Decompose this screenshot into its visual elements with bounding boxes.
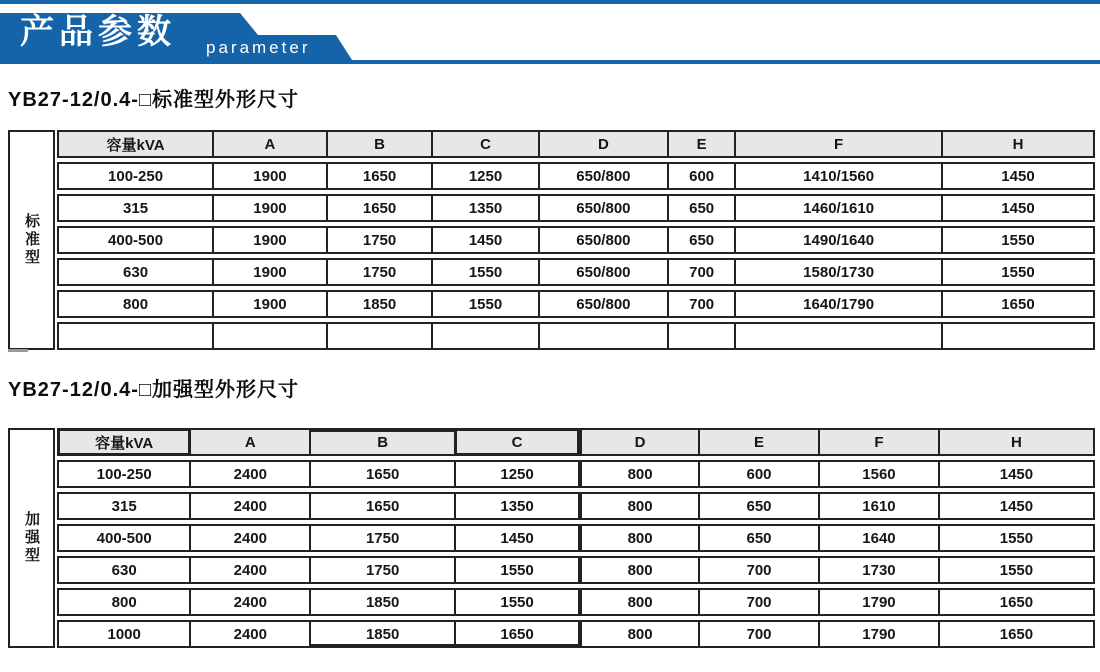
table-cell: 1640 [820, 526, 940, 550]
table-cell [736, 324, 943, 348]
header-row [57, 130, 1095, 158]
table-row [57, 226, 1095, 254]
header-cell: B [328, 132, 433, 156]
table-cell [943, 324, 1093, 348]
table-cell: 2400 [191, 526, 311, 550]
table-cell: 1850 [311, 622, 456, 646]
table-row [57, 556, 1095, 584]
table-cell: 1550 [456, 590, 580, 614]
table-cell: 1650 [328, 164, 433, 188]
header-cell: E [669, 132, 736, 156]
table-cell: 315 [59, 494, 191, 518]
table-row [57, 620, 1095, 648]
header-cell: D [580, 430, 700, 454]
table-cell [59, 324, 214, 348]
table-cell: 2400 [191, 590, 311, 614]
table-cell: 1560 [820, 462, 940, 486]
table-cell: 1900 [214, 292, 328, 316]
table-cell: 1450 [456, 526, 580, 550]
header-cell: C [433, 132, 540, 156]
header-cell: 容量kVA [59, 430, 191, 454]
table-cell [540, 324, 669, 348]
standard-dimensions-table [57, 130, 1095, 354]
table-cell [433, 324, 540, 348]
table-cell: 1460/1610 [736, 196, 943, 220]
table-cell [669, 324, 736, 348]
table-cell: 1450 [1001, 199, 1035, 217]
header-cell: F [736, 132, 943, 156]
table-cell: 700 [700, 558, 820, 582]
table-cell: 1730 [820, 558, 940, 582]
table-cell: 650 [669, 196, 736, 220]
table-cell: 1650 [328, 196, 433, 220]
section-title-reinforced: YB27-12/0.4-□加强型外形尺寸 [8, 379, 300, 401]
table-cell: 2400 [191, 462, 311, 486]
header-cell: A [191, 430, 311, 454]
table-cell: 630 [59, 260, 214, 284]
table-cell: 1750 [311, 558, 456, 582]
banner-title: 产品参数 [20, 13, 176, 51]
table-cell: 1410/1560 [736, 164, 943, 188]
table-cell: 650 [700, 494, 820, 518]
table-cell: 650/800 [540, 196, 669, 220]
table-cell: 1900 [214, 164, 328, 188]
table-cell: 800 [59, 590, 191, 614]
table-cell: 1900 [214, 260, 328, 284]
side-label-standard: 标准型 [8, 130, 55, 350]
header-cell: H [1012, 135, 1024, 153]
table-cell: 700 [700, 622, 820, 646]
table-cell: 650/800 [540, 164, 669, 188]
section-title-standard: YB27-12/0.4-□标准型外形尺寸 [8, 89, 300, 111]
table-cell: 700 [669, 292, 736, 316]
table-cell: 1550 [456, 558, 580, 582]
table-row [57, 588, 1095, 616]
table-cell: 1900 [214, 228, 328, 252]
header-cell: E [700, 430, 820, 454]
table-cell: 1750 [328, 228, 433, 252]
table-cell: 1550 [999, 529, 1034, 547]
table-cell: 1550 [433, 260, 540, 284]
table-row [57, 258, 1095, 286]
table-cell: 700 [669, 260, 736, 284]
table-cell: 1550 [1001, 231, 1035, 249]
table-cell: 1650 [999, 593, 1034, 611]
table-cell [328, 324, 433, 348]
table-cell: 1790 [820, 590, 940, 614]
table-cell: 630 [59, 558, 191, 582]
table-cell: 1550 [999, 561, 1034, 579]
table-cell: 650/800 [540, 228, 669, 252]
table-cell: 650/800 [540, 260, 669, 284]
table-cell: 650/800 [540, 292, 669, 316]
table-cell: 1250 [433, 164, 540, 188]
table-cell: 1450 [433, 228, 540, 252]
table-cell: 1640/1790 [736, 292, 943, 316]
table-row [57, 524, 1095, 552]
table-cell: 400-500 [59, 526, 191, 550]
table-cell: 1450 [1001, 167, 1035, 185]
table-cell: 400-500 [59, 228, 214, 252]
table-cell: 1650 [456, 622, 580, 646]
table-cell: 315 [59, 196, 214, 220]
table-cell: 800 [580, 526, 700, 550]
table-cell: 1900 [214, 196, 328, 220]
table-cell: 2400 [191, 494, 311, 518]
table-cell: 1350 [456, 494, 580, 518]
table-cell: 800 [580, 494, 700, 518]
table-cell: 800 [580, 558, 700, 582]
table-cell: 1490/1640 [736, 228, 943, 252]
table-cell: 2400 [191, 558, 311, 582]
table-cell: 1550 [433, 292, 540, 316]
header-row [57, 428, 1095, 456]
table-row [57, 162, 1095, 190]
table-cell: 1350 [433, 196, 540, 220]
header-cell: 容量kVA [59, 132, 214, 156]
table-cell: 1750 [328, 260, 433, 284]
table-cell: 600 [700, 462, 820, 486]
header-cell: D [540, 132, 669, 156]
table-cell: 600 [669, 164, 736, 188]
table-cell: 1650 [999, 625, 1034, 643]
header-cell: F [820, 430, 940, 454]
table-cell: 1750 [311, 526, 456, 550]
table-cell: 1000 [59, 622, 191, 646]
table-cell: 650 [669, 228, 736, 252]
table-row [57, 194, 1095, 222]
table-cell: 1610 [820, 494, 940, 518]
table-cell [214, 324, 328, 348]
table-cell: 1850 [311, 590, 456, 614]
table-row [57, 290, 1095, 318]
table-cell: 1850 [328, 292, 433, 316]
table-cell: 1650 [1001, 295, 1035, 313]
table-cell: 1790 [820, 622, 940, 646]
table-row [57, 460, 1095, 488]
banner-subtitle: parameter [206, 38, 311, 57]
table-cell: 800 [580, 590, 700, 614]
table-cell: 100-250 [59, 164, 214, 188]
table-cell: 1450 [999, 497, 1034, 515]
scan-artifact-line [8, 349, 28, 352]
table-row-empty [57, 322, 1095, 350]
table-cell: 800 [580, 622, 700, 646]
table-cell: 1250 [456, 462, 580, 486]
table-cell: 1550 [1001, 263, 1035, 281]
table-cell: 1650 [311, 494, 456, 518]
table-cell: 2400 [191, 622, 311, 646]
table-cell: 800 [59, 292, 214, 316]
table-cell: 650 [700, 526, 820, 550]
header-cell: H [1011, 433, 1022, 451]
header-cell: C [456, 430, 580, 454]
header-cell: A [214, 132, 328, 156]
table-cell: 1450 [999, 465, 1034, 483]
side-label-reinforced: 加强型 [8, 428, 55, 648]
table-cell: 800 [580, 462, 700, 486]
reinforced-dimensions-table [57, 428, 1095, 652]
table-cell: 1650 [311, 462, 456, 486]
table-cell: 1580/1730 [736, 260, 943, 284]
table-cell: 100-250 [59, 462, 191, 486]
table-row [57, 492, 1095, 520]
header-cell: B [311, 430, 456, 454]
table-cell: 700 [700, 590, 820, 614]
